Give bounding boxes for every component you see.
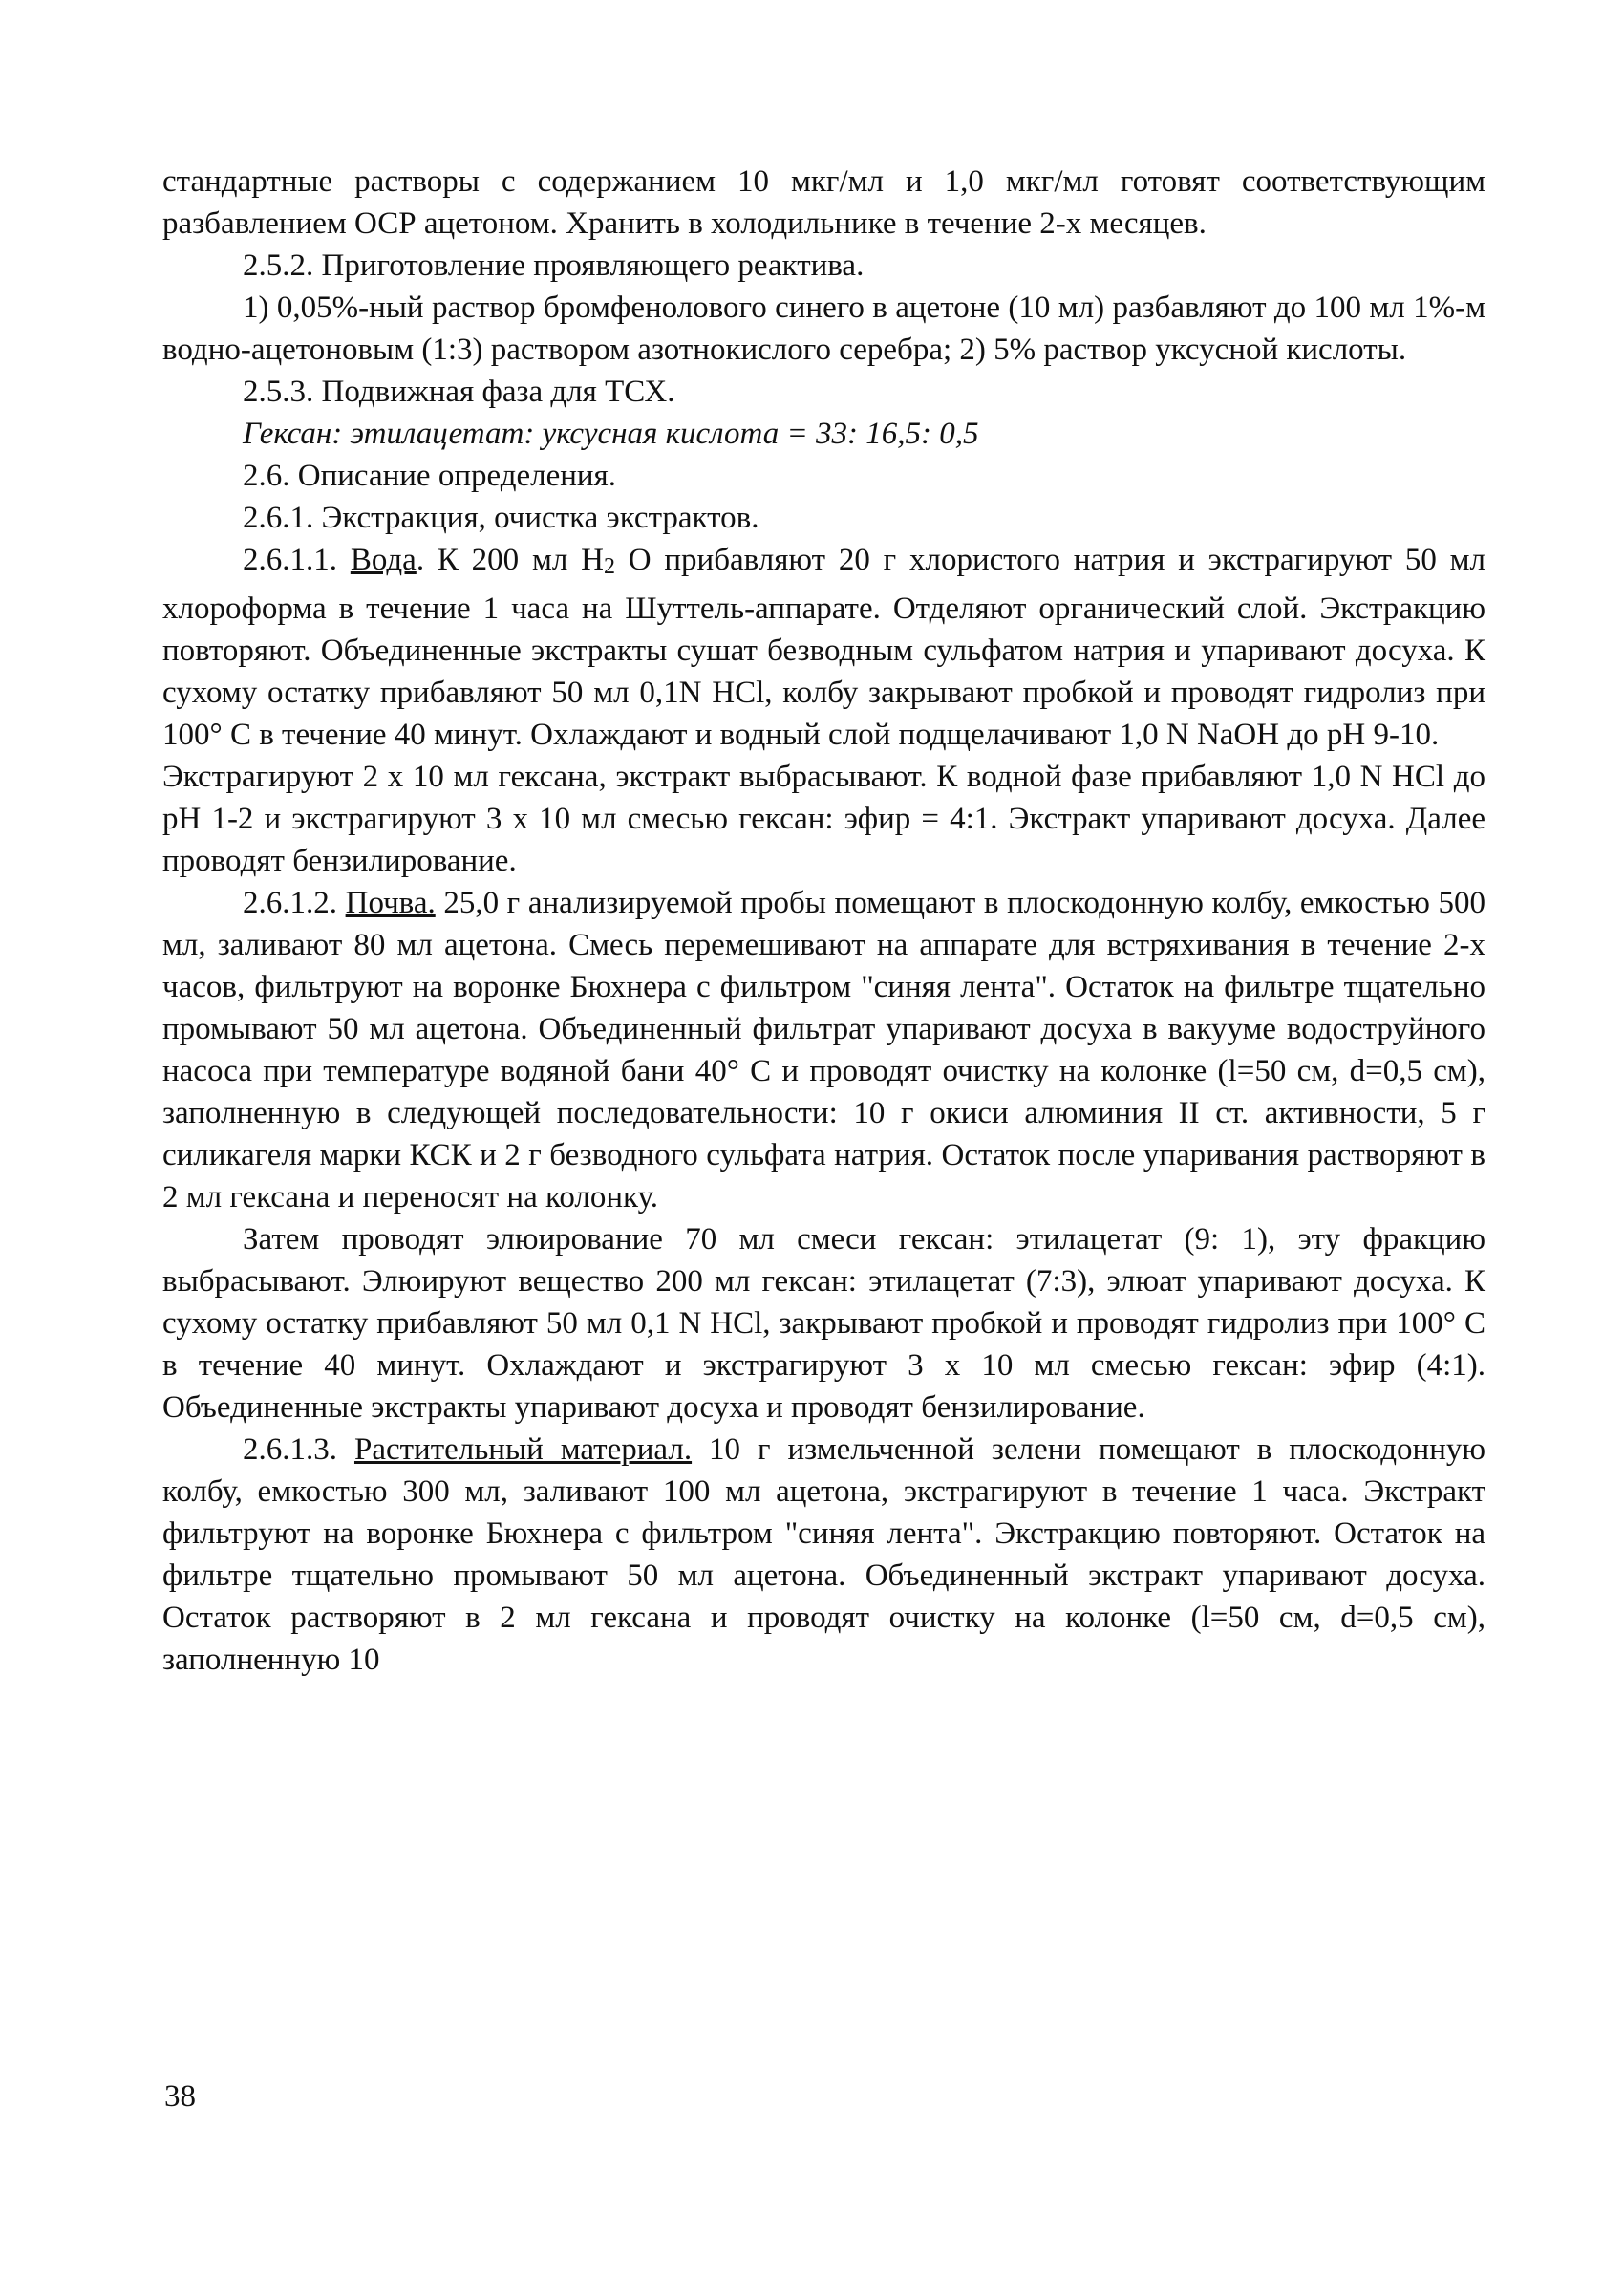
paragraph-elution: Затем проводят элюирование 70 мл смеси гексан: этилацетат (9: 1), эту фракцию выбрасывают. Элюируют вещество 200 мл гексан: этилацетат (7:3), элюат упаривают досуха. К сухому остатку прибавляют 50 мл 0,1 N HCl, закрывают пробкой и проводят гидролиз при 100° С в течение 40 минут. Охлаждают и экстрагируют 3 х 10 мл смесью гексан: эфир (4:1). Объединенные экстракты упаривают досуха и проводят бензилирование. [162,1222,1485,1425]
mobile-phase-formula: Гексан: этилацетат: уксусная кислота = 33: 16,5: 0,5 [243,417,979,451]
paragraph-hexane-extraction: Экстрагируют 2 х 10 мл гексана, экстракт выбрасывают. К водной фазе прибавляют 1,0 N HCl до pH 1-2 и экстрагируют 3 х 10 мл смесью гексан: эфир = 4:1. Экстракт упаривают досуха. Далее проводят бензилирование. [162,760,1485,878]
section-heading-plant-material: Растительный материал. [353,1432,693,1467]
paragraph-standard-solutions: стандартные растворы с содержанием 10 мкг/мл и 1,0 мкг/мл готовят соответствующим разбавлением ОСР ацетоном. Хранить в холодильнике в течение 2-х месяцев. [162,164,1485,241]
section-water-paragraph: 2.6.1.1. Вода. К 200 мл H2 О прибавляют 20 г хлористого натрия и экстрагируют 50 мл хлороформа в течение 1 часа на Шуттель-аппарате. Отделяют органический слой. Экстракцию повторяют. Объединенные экстракты сушат безводным сульфатом натрия и упаривают досуха. К сухому остатку прибавляют 50 мл 0,1N HCl, колбу закрывают пробкой и проводят гидролиз при 100° С в течение 40 минут. Охлаждают и водный слой подщелачивают 1,0 N NaOH до pH 9-10. [162,543,1485,752]
section-2-6-heading: 2.6. Описание определения. [243,459,616,493]
document-page [162,161,1485,1681]
section-2-6-1-heading: 2.6.1. Экстракция, очистка экстрактов. [243,501,759,535]
section-soil-paragraph: 2.6.1.2. Почва. 25,0 г анализируемой пробы помещают в плоскодонную колбу, емкостью 500 мл, заливают 80 мл ацетона. Смесь перемешивают на аппарате для встряхивания в течение 2-х часов, фильтруют на воронке Бюхнера с фильтром "синяя лента". Остаток на фильтре тщательно промывают 50 мл ацетона. Объединенный фильтрат упаривают досуха в вакууме водоструйного насоса при температуре водяной бани 40° С и проводят очистку на колонке (l=50 см, d=0,5 см), заполненную в следующей последовательности: 10 г окиси алюминия II ст. активности, 5 г силикагеля марки КСК и 2 г безводного сульфата натрия. Остаток после упаривания растворяют в 2 мл гексана и переносят на колонку. [162,886,1485,1215]
section-number: 2.6.1.2. [243,886,346,920]
section-number: 2.6.1.3. [243,1432,354,1467]
section-plant-paragraph: 2.6.1.3. Растительный материал. 10 г измельченной зелени помещают в плоскодонную колбу, емкостью 300 мл, заливают 100 мл ацетона, экстрагируют в течение 1 часа. Экстракт фильтруют на воронке Бюхнера с фильтром "синяя лента". Экстракцию повторяют. Остаток на фильтре тщательно промывают 50 мл ацетона. Объединенный экстракт упаривают досуха. Остаток растворяют в 2 мл гексана и проводят очистку на колонке (l=50 см, d=0,5 см), заполненную 10 [162,1432,1486,1677]
section-number: 2.6.1.1. [243,543,351,577]
section-2-5-2-heading: 2.5.2. Приготовление проявляющего реактива. [243,248,865,283]
page-number: 38 [164,2079,196,2114]
paragraph-reagent-preparation: 1) 0,05%-ный раствор бромфенолового синего в ацетоне (10 мл) разбавляют до 100 мл 1%-м водно-ацетоновым (1:3) раствором азотнокислого серебра; 2) 5% раствор уксусной кислоты. [162,290,1485,367]
section-heading-water: Вода [350,543,417,577]
section-heading-soil: Почва. [345,886,436,920]
section-2-5-3-heading: 2.5.3. Подвижная фаза для ТСХ. [243,375,675,409]
